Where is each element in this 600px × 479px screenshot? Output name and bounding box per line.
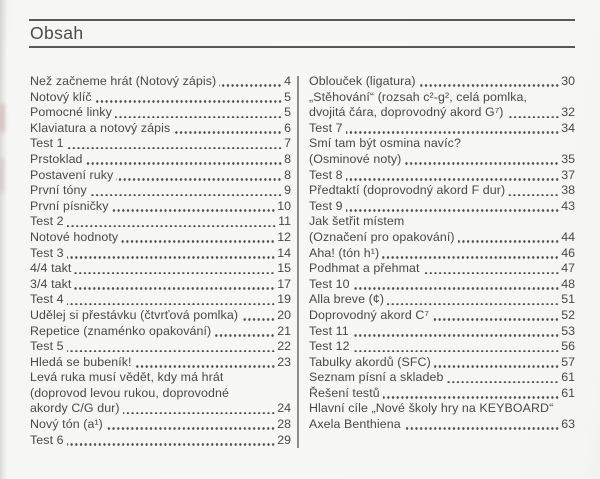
- toc-dot-leader: [456, 230, 561, 246]
- toc-dot-leader: [88, 183, 283, 199]
- toc-dot-leader: [133, 355, 277, 371]
- toc-dot-leader: [217, 74, 283, 90]
- toc-entry-line: [30, 199, 291, 215]
- toc-entry-line: [309, 417, 575, 433]
- toc-dot-leader: [344, 199, 561, 215]
- toc-dot-leader: [432, 355, 560, 371]
- toc-entry-line: [30, 105, 291, 121]
- toc-dot-leader: [65, 433, 277, 449]
- toc-page-number: 4: [284, 74, 291, 88]
- toc-dot-leader: [119, 230, 276, 246]
- toc-entry-label: Prstoklad: [30, 151, 83, 166]
- toc-page-number: 17: [277, 276, 291, 291]
- toc-page-number: 47: [561, 261, 575, 276]
- toc-entry-label: dvojitá čára, doprovodný akord G⁷): [309, 105, 504, 120]
- toc-page-number: 5: [284, 89, 291, 104]
- toc-entry-label: Oblouček (ligatura): [309, 74, 416, 88]
- toc-page-number: 61: [561, 370, 575, 385]
- toc-entry-line: [30, 136, 291, 152]
- toc-page-number: 20: [277, 307, 291, 322]
- toc-entry-line: [30, 417, 291, 433]
- scan-edge-shadow: [0, 0, 7, 479]
- toc-entry-line: [309, 324, 575, 340]
- toc-entry-line: [309, 168, 575, 184]
- toc-dot-leader: [350, 324, 560, 340]
- toc-dot-leader: [114, 168, 283, 184]
- toc-page-number: 10: [277, 198, 291, 213]
- toc-page-number: 35: [561, 151, 575, 166]
- toc-entry-line: [30, 90, 291, 106]
- toc-entry-label: Tabulky akordů (SFC): [309, 354, 431, 369]
- toc-dot-leader: [65, 339, 277, 355]
- toc-dot-leader: [72, 261, 276, 277]
- toc-entry-label: Než začneme hrát (Notový zápis): [30, 74, 217, 88]
- toc-entry-line: [309, 292, 575, 308]
- toc-entry-label: První písničky: [30, 198, 109, 213]
- toc-entry-label: Hlavní cíle „Nové školy hry na KEYBOARD“: [309, 401, 554, 416]
- toc-entry-label: Notové hodnoty: [30, 229, 119, 244]
- toc-page-number: 6: [284, 120, 291, 135]
- toc-entry-line: [30, 246, 291, 262]
- toc-page-number: 44: [561, 229, 575, 244]
- toc-entry-label: První tóny: [30, 183, 87, 198]
- toc-page-number: 30: [561, 74, 575, 88]
- toc-entry-line: [30, 74, 291, 90]
- toc-page-number: 8: [284, 151, 291, 166]
- toc-entry-label: Jak šetřit místem: [309, 214, 405, 229]
- toc-entry-label: Postavení ruky: [30, 167, 114, 182]
- toc-page-number: 22: [277, 339, 291, 354]
- toc-entry-line: [30, 355, 291, 371]
- toc-entry-label: Seznam písní a skladeb: [309, 370, 444, 385]
- toc-entry-line: [30, 214, 291, 230]
- toc-page-number: 34: [561, 120, 575, 135]
- toc-page-number: 37: [561, 167, 575, 182]
- toc-entry-label: Test 5: [30, 339, 64, 354]
- toc-entry-label: Doprovodný akord C⁷: [309, 307, 430, 322]
- toc-dot-leader: [239, 308, 276, 324]
- toc-page-number: 24: [277, 401, 291, 416]
- toc-entry-line: [30, 433, 291, 449]
- toc-dot-leader: [444, 370, 560, 386]
- toc-page-number: 57: [561, 354, 575, 369]
- toc-dot-leader: [72, 277, 276, 293]
- toc-entry-label: „Stěhování“ (rozsah c²-g², celá pomlka,: [309, 89, 528, 104]
- toc-entry-label: Aha! (tón h¹): [309, 245, 380, 260]
- toc-page-number: 61: [561, 385, 575, 400]
- toc-entry-label: Test 8: [309, 167, 343, 182]
- toc-entry-line: [30, 277, 291, 293]
- toc-entry-label: Smí tam být osmina navíc?: [309, 136, 461, 151]
- toc-page-number: 11: [278, 214, 291, 229]
- toc-dot-leader: [65, 246, 277, 262]
- toc-entry-label: (doprovod levou rukou, doprovodné: [30, 385, 229, 400]
- toc-dot-leader: [385, 292, 560, 308]
- toc-dot-leader: [381, 386, 560, 402]
- toc-entry-label: akordy C/G dur): [30, 401, 120, 416]
- toc-entry-label: Notový klíč: [30, 89, 92, 104]
- toc-entry-line: [309, 355, 575, 371]
- toc-entry-line: [309, 183, 575, 199]
- toc-entry-line: [309, 121, 575, 137]
- toc-entry-line: [30, 324, 291, 340]
- toc-entry-label: Test 11: [309, 323, 349, 338]
- toc-entry-label: Test 4: [30, 292, 64, 307]
- toc-dot-leader: [380, 246, 560, 262]
- toc-column-right: [309, 74, 575, 433]
- toc-entry-line: [30, 152, 291, 168]
- toc-entry-label: Repetice (znaménko opakování): [30, 323, 212, 338]
- toc-entry-line: [309, 246, 575, 262]
- page-title: Obsah: [30, 23, 84, 43]
- toc-dot-leader: [104, 417, 276, 433]
- toc-dot-leader: [344, 168, 561, 184]
- toc-page-number: 51: [561, 292, 575, 307]
- title-rule-bottom: [29, 46, 575, 48]
- toc-entry-line: [30, 168, 291, 184]
- toc-entry-label: Levá ruka musí vědět, kdy má hrát: [30, 370, 224, 385]
- toc-page-number: 48: [561, 276, 575, 291]
- toc-dot-leader: [506, 183, 560, 199]
- toc-entry-line: [309, 339, 575, 355]
- toc-entry-line: [30, 261, 291, 277]
- toc-page-number: 15: [277, 261, 291, 276]
- toc-entry-line: [30, 183, 291, 199]
- toc-page-number: 5: [284, 105, 291, 120]
- toc-dot-leader: [402, 417, 560, 433]
- toc-dot-leader: [212, 324, 276, 340]
- toc-page-number: 28: [277, 417, 291, 432]
- toc-dot-leader: [402, 152, 560, 168]
- toc-entry-line: [309, 214, 575, 230]
- toc-entry-label: Nový tón (a¹): [30, 417, 103, 432]
- toc-page-number: 12: [277, 229, 291, 244]
- toc-entry-label: Podhmat a přehmat: [309, 261, 420, 276]
- toc-dot-leader: [421, 261, 561, 277]
- toc-entry-line: [30, 401, 291, 417]
- toc-entry-label: Řešení testů: [309, 385, 380, 400]
- toc-entry-label: Test 2: [30, 214, 64, 229]
- toc-page-number: 56: [561, 339, 575, 354]
- toc-entry-line: [30, 292, 291, 308]
- toc-entry-label: Klaviatura a notový zápis: [30, 120, 171, 135]
- toc-column-left: [30, 74, 291, 448]
- toc-entry-line: [309, 199, 575, 215]
- toc-page-number: 46: [561, 245, 575, 260]
- toc-page-number: 21: [277, 323, 291, 338]
- toc-page-number: 53: [561, 323, 575, 338]
- toc-page-number: 9: [284, 183, 291, 198]
- toc-dot-leader: [65, 136, 283, 152]
- toc-entry-line: [309, 230, 575, 246]
- toc-entry-line: [30, 370, 291, 386]
- toc-entry-label: Test 10: [309, 276, 350, 291]
- toc-entry-label: Axela Benthiena: [309, 417, 401, 432]
- toc-dot-leader: [505, 105, 561, 121]
- toc-entry-line: [30, 230, 291, 246]
- toc-entry-line: [30, 386, 291, 402]
- toc-entry-line: [309, 308, 575, 324]
- toc-dot-leader: [84, 152, 284, 168]
- toc-entry-line: [309, 277, 575, 293]
- toc-dot-leader: [171, 121, 283, 137]
- toc-entry-label: 4/4 takt: [30, 261, 72, 276]
- toc-page-number: 19: [277, 292, 291, 307]
- toc-entry-line: [30, 121, 291, 137]
- toc-entry-label: Předtaktí (doprovodný akord F dur): [309, 183, 506, 198]
- toc-entry-line: [309, 74, 575, 90]
- toc-page-number: 14: [277, 245, 291, 260]
- toc-page-number: 52: [561, 307, 575, 322]
- toc-dot-leader: [113, 105, 283, 121]
- toc-page-number: 38: [561, 183, 575, 198]
- toc-entry-line: [309, 90, 575, 106]
- scan-smudge: [0, 104, 5, 132]
- toc-dot-leader: [417, 74, 561, 90]
- toc-entry-label: Alla breve (¢): [309, 292, 385, 307]
- toc-entry-label: (Označení pro opakování): [309, 229, 455, 244]
- toc-entry-label: Test 1: [30, 136, 64, 151]
- toc-entry-label: Hledá se bubeník!: [30, 354, 132, 369]
- toc-dot-leader: [65, 214, 277, 230]
- toc-page-number: 29: [277, 432, 291, 447]
- toc-entry-label: 3/4 takt: [30, 276, 72, 291]
- toc-dot-leader: [430, 308, 560, 324]
- toc-entry-line: [309, 152, 575, 168]
- toc-page-number: 8: [284, 167, 291, 182]
- toc-entry-line: [309, 370, 575, 386]
- toc-dot-leader: [351, 339, 561, 355]
- toc-entry-label: Test 9: [309, 198, 343, 213]
- scan-smudge: [0, 158, 4, 192]
- toc-entry-label: Udělej si přestávku (čtvrťová pomlka): [30, 307, 239, 322]
- toc-entry-label: Test 3: [30, 245, 64, 260]
- toc-entry-line: [309, 401, 575, 417]
- toc-dot-leader: [65, 292, 277, 308]
- toc-page-number: 7: [284, 136, 291, 151]
- toc-dot-leader: [121, 401, 277, 417]
- toc-page-number: 63: [561, 417, 575, 432]
- toc-page-number: 32: [561, 105, 575, 120]
- toc-entry-line: [30, 308, 291, 324]
- toc-dot-leader: [344, 121, 561, 137]
- column-divider: [297, 76, 299, 448]
- toc-entry-label: (Osminové noty): [309, 151, 402, 166]
- toc-dot-leader: [351, 277, 561, 293]
- toc-entry-label: Test 6: [30, 432, 64, 447]
- toc-entry-line: [309, 386, 575, 402]
- toc-entry-label: Test 7: [309, 120, 343, 135]
- toc-entry-label: Test 12: [309, 339, 350, 354]
- toc-entry-line: [309, 105, 575, 121]
- toc-entry-label: Pomocné linky: [30, 105, 112, 120]
- toc-page-number: 43: [561, 198, 575, 213]
- toc-entry-line: [309, 261, 575, 277]
- toc-page-number: 23: [277, 354, 291, 369]
- toc-dot-leader: [93, 90, 283, 106]
- toc-dot-leader: [110, 199, 277, 215]
- toc-entry-line: [309, 136, 575, 152]
- toc-entry-line: [30, 339, 291, 355]
- title-rule-top: [29, 19, 575, 21]
